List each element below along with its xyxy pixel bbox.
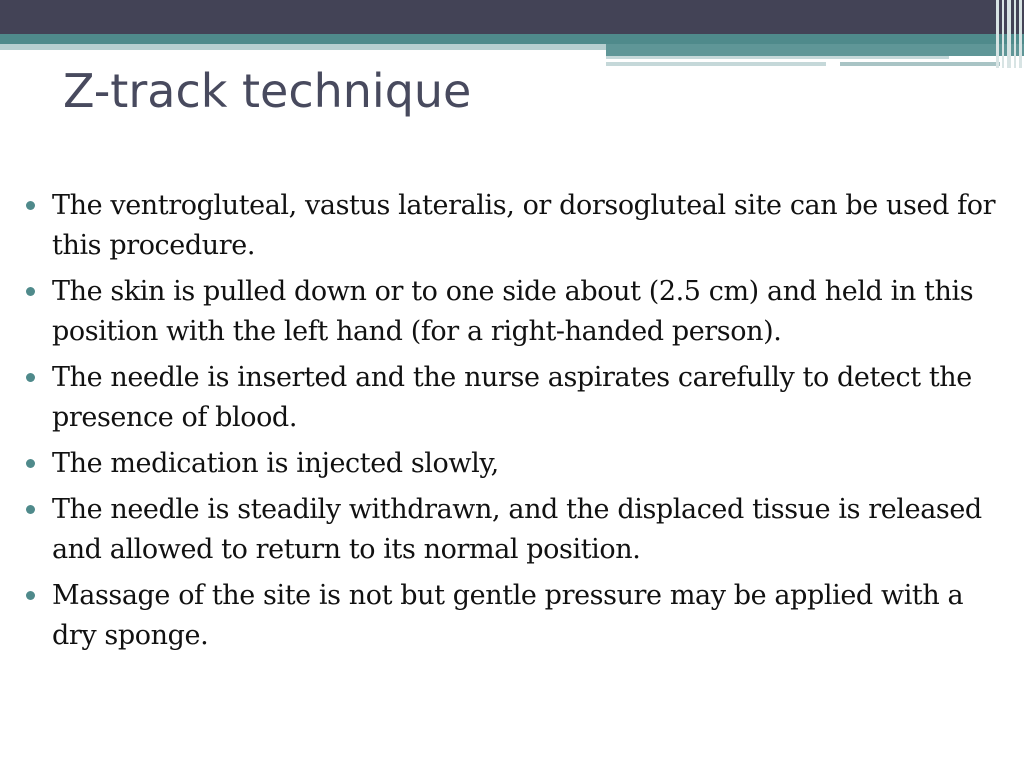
header-band-dark: [0, 0, 1024, 34]
bullet-text: The skin is pulled down or to one side about (2.5 cm) and held in this position with the left hand (for a right-handed person).: [52, 276, 974, 347]
bullet-list: [22, 186, 997, 662]
header-band-right-block: [606, 44, 1024, 56]
header-stripes: [994, 0, 1024, 68]
slide-title: Z-track technique: [63, 64, 472, 118]
header-band-right-line: [606, 62, 826, 66]
header-band-light: [0, 44, 606, 50]
bullet-text: Massage of the site is not but gentle pressure may be applied with a dry sponge.: [52, 580, 964, 651]
bullet-dot-icon: [26, 505, 35, 514]
header-stripe: [1007, 0, 1011, 68]
header-stripe: [1014, 0, 1016, 68]
bullet-item: [22, 576, 997, 656]
bullet-item: [22, 444, 997, 484]
bullet-dot-icon: [26, 591, 35, 600]
bullet-text: The needle is steadily withdrawn, and the displaced tissue is released and allowed to return to its normal position.: [52, 494, 982, 565]
header-stripe: [996, 0, 999, 68]
bullet-dot-icon: [26, 287, 35, 296]
header-band-right-line: [840, 62, 1000, 66]
bullet-item: [22, 272, 997, 352]
bullet-text: The needle is inserted and the nurse aspirates carefully to detect the presence of blood.: [52, 362, 972, 433]
header-band-teal: [0, 34, 1024, 44]
bullet-item: [22, 186, 997, 266]
bullet-item: [22, 490, 997, 570]
header-stripe: [1019, 0, 1022, 68]
bullet-dot-icon: [26, 373, 35, 382]
bullet-text: The medication is injected slowly,: [52, 448, 499, 479]
bullet-item: [22, 358, 997, 438]
header-band-right-line: [606, 56, 949, 59]
bullet-text: The ventrogluteal, vastus lateralis, or dorsogluteal site can be used for this procedure.: [52, 190, 996, 261]
bullet-dot-icon: [26, 201, 35, 210]
header-stripe: [1002, 0, 1004, 68]
bullet-dot-icon: [26, 459, 35, 468]
